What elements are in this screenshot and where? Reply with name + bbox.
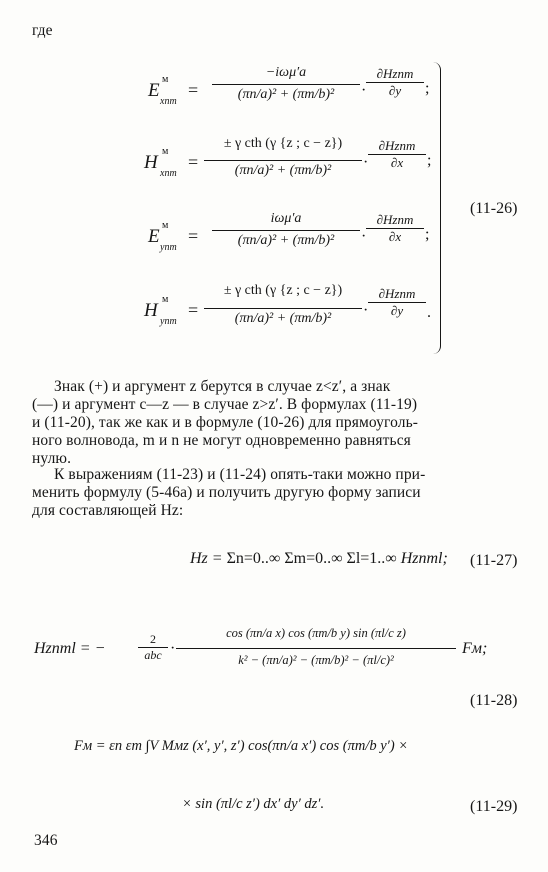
e-xnm-numerator: −iωμ′a bbox=[265, 65, 307, 80]
h-ynm-denominator: (πn/a)² + (πm/b)² bbox=[204, 308, 362, 327]
h-ynm-deriv-den: ∂y bbox=[368, 302, 426, 319]
h-xnm-deriv-num: ∂Hznm bbox=[378, 138, 416, 153]
paragraph1-line1: Знак (+) и аргумент z берутся в случае z<z′, а знак bbox=[54, 378, 391, 395]
e-ynm-sup: м bbox=[162, 220, 169, 231]
paragraph-signs bbox=[32, 378, 522, 468]
equation-11-29-line1: Fм = εn εm ∫V Mмz (x′, y′, z′) cos(πn/a x′) cos (πm/b y′) × bbox=[74, 738, 409, 754]
eq28-coef-den: abc bbox=[138, 647, 168, 663]
e-xnm-denominator: (πn/a)² + (πm/b)² bbox=[212, 84, 360, 103]
eq27-sums: Σn=0..∞ Σm=0..∞ Σl=1..∞ bbox=[226, 550, 397, 567]
eq28-numerator: cos (πn/a x) cos (πm/b y) sin (πl/c z) bbox=[226, 626, 406, 640]
e-ynm-sub: ynm bbox=[160, 242, 177, 253]
eq28-lhs: Hznml = − bbox=[34, 640, 106, 657]
h-xnm-numerator: ± γ cth (γ {z ; c − z}) bbox=[223, 136, 343, 151]
e-ynm-derivative bbox=[366, 212, 424, 245]
h-ynm-fraction bbox=[204, 274, 362, 327]
paragraph2-line2: менить формулу (5-46а) и получить другую форму записи bbox=[32, 484, 421, 501]
period: . bbox=[427, 304, 431, 321]
paragraph-formula bbox=[32, 466, 522, 520]
equals-sign: = bbox=[188, 226, 199, 246]
eq27-lhs: Hz = bbox=[190, 550, 227, 567]
paragraph1-line5: нулю. bbox=[32, 450, 72, 467]
e-xnm-deriv-den: ∂y bbox=[366, 82, 424, 99]
e-xnm-deriv-num: ∂Hznm bbox=[376, 66, 414, 81]
dot: · bbox=[361, 82, 367, 99]
h-ynm-derivative bbox=[368, 286, 426, 319]
h-xnm-deriv-den: ∂x bbox=[368, 154, 426, 171]
h-ynm-sup: м bbox=[162, 294, 169, 305]
eq28-denominator: k² − (πn/a)² − (πm/b)² − (πl/c)² bbox=[176, 648, 456, 668]
e-ynm-deriv-den: ∂x bbox=[366, 228, 424, 245]
h-ynm-sub: ynm bbox=[160, 316, 177, 327]
e-xnm-symbol: E bbox=[148, 80, 160, 101]
dot: · bbox=[363, 154, 369, 171]
equation-h-ynm bbox=[142, 274, 442, 354]
h-xnm-fraction bbox=[204, 128, 362, 179]
paragraph2-line3: для составляющей Hz: bbox=[32, 502, 184, 519]
h-xnm-sup: м bbox=[162, 146, 169, 157]
paragraph1-line3: и (11-20), так же как и в формуле (10-26) для прямоуголь- bbox=[32, 414, 419, 431]
e-xnm-sub: xnm bbox=[160, 96, 177, 107]
equation-h-xnm bbox=[142, 128, 442, 198]
e-xnm-derivative bbox=[366, 66, 424, 99]
equation-label-11-28: (11-28) bbox=[470, 692, 518, 709]
semicolon: ; bbox=[425, 226, 430, 243]
e-ynm-numerator: iωμ′a bbox=[270, 211, 302, 226]
paragraph2-line1: К выражениям (11-23) и (11-24) опять-таки можно при- bbox=[54, 466, 426, 483]
equation-label-11-26: (11-26) bbox=[470, 200, 518, 217]
eq28-coef-num: 2 bbox=[150, 632, 156, 646]
h-xnm-symbol: H bbox=[144, 152, 158, 173]
dot: · bbox=[361, 228, 367, 245]
equation-11-28 bbox=[34, 618, 524, 688]
equation-label-11-27: (11-27) bbox=[470, 552, 518, 569]
equals-sign: = bbox=[188, 300, 199, 320]
h-ynm-numerator: ± γ cth (γ {z ; c − z}) bbox=[223, 283, 343, 298]
dot: · bbox=[363, 302, 369, 319]
page-number: 346 bbox=[34, 832, 58, 849]
h-xnm-derivative bbox=[368, 138, 426, 171]
h-ynm-deriv-num: ∂Hznm bbox=[378, 286, 416, 301]
eq27-term: Hznml; bbox=[400, 550, 448, 567]
e-ynm-fraction bbox=[212, 208, 360, 249]
equals-sign: = bbox=[188, 152, 199, 172]
e-ynm-symbol: E bbox=[148, 226, 160, 247]
eq28-coefficient bbox=[138, 632, 168, 663]
equation-e-xnm bbox=[142, 62, 442, 122]
equation-11-29-line2: × sin (πl/c z′) dx′ dy′ dz′. bbox=[182, 796, 325, 812]
e-ynm-deriv-num: ∂Hznm bbox=[376, 212, 414, 227]
semicolon: ; bbox=[425, 80, 430, 97]
e-xnm-fraction bbox=[212, 62, 360, 103]
right-brace bbox=[430, 62, 441, 354]
h-xnm-sub: xnm bbox=[160, 168, 177, 179]
e-xnm-sup: м bbox=[162, 74, 169, 85]
e-ynm-denominator: (πn/a)² + (πm/b)² bbox=[212, 230, 360, 249]
eq28-tail: Fм; bbox=[462, 640, 488, 657]
h-xnm-denominator: (πn/a)² + (πm/b)² bbox=[204, 160, 362, 179]
semicolon: ; bbox=[427, 152, 432, 169]
h-ynm-symbol: H bbox=[144, 300, 158, 321]
equals-sign: = bbox=[188, 80, 199, 100]
equation-11-27 bbox=[190, 550, 448, 568]
dot: · bbox=[170, 640, 176, 657]
eq28-fraction bbox=[176, 618, 456, 668]
equation-e-ynm bbox=[142, 208, 442, 268]
equation-label-11-29: (11-29) bbox=[470, 798, 518, 815]
intro-word: где bbox=[32, 22, 53, 39]
paragraph1-line4: ного волновода, m и n не могут одновременно равняться bbox=[32, 432, 411, 449]
paragraph1-line2: (—) и аргумент c—z — в случае z>z′. В формулах (11-19) bbox=[32, 396, 418, 413]
